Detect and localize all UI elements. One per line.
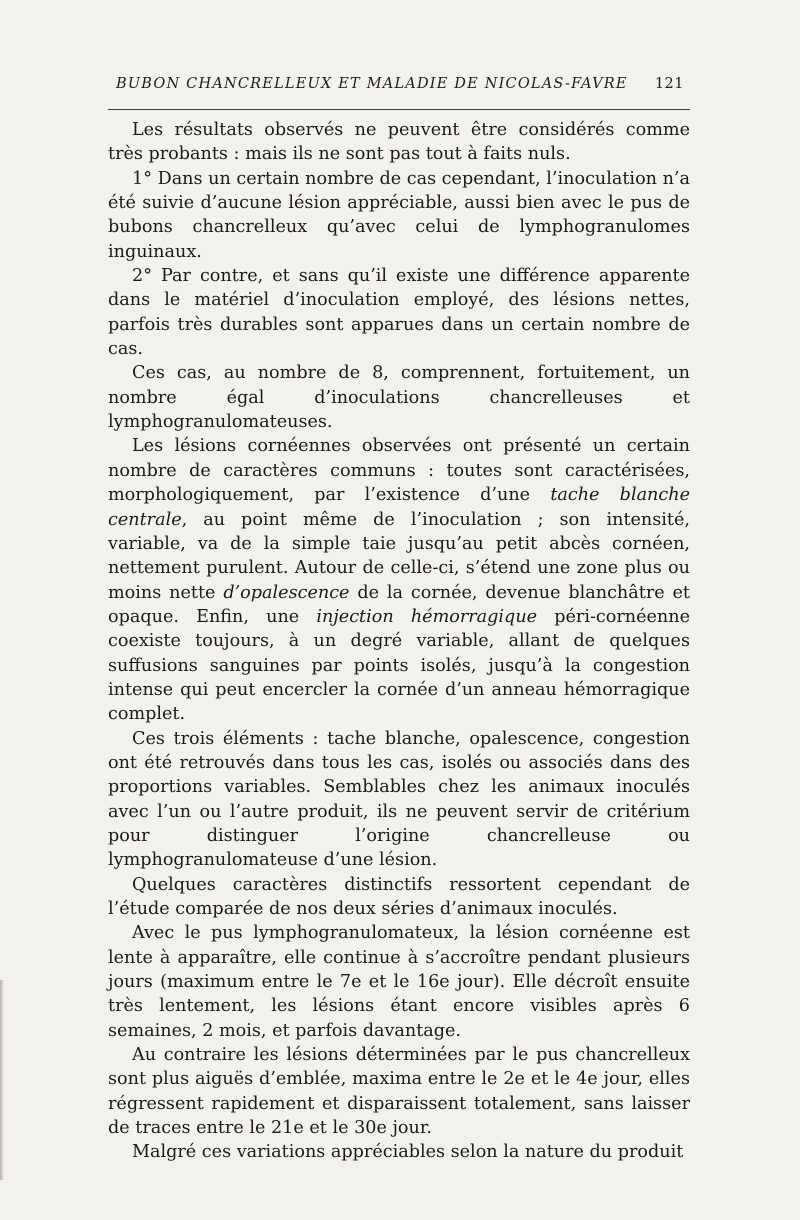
text-run: Ces cas, au nombre de 8, comprennent, fortuitement, un nombre égal d’inoculations chancrelleuses et lymphogranulomateuses. [108,363,690,433]
paragraph [108,264,690,361]
text-run: , au point même de l’inoculation ; son intensité, variable, va de la simple taie jusqu’au petit abcès cornéen, nettement purulent. Autour de celle-ci, s’étend une zone plus ou moins nette [108,509,690,603]
italic-term: injection hémorragique [316,606,538,627]
header-rule [108,109,690,110]
text-run: péri-cornéenne coexiste toujours, à un degré variable, allant de quelques suffusions sanguines par points isolés, jusqu’à la congestion intense qui peut encercler la cornée d’un anneau hémorragique complet. [108,606,690,725]
paragraph [108,727,690,873]
paragraph [108,434,690,726]
page-header [108,76,688,100]
text-run: Malgré ces variations appréciables selon la nature du produit [132,1142,684,1163]
page-edge-shadow [0,980,4,1180]
running-title: BUBON CHANCRELLEUX ET MALADIE DE NICOLAS-FAVRE [116,76,628,92]
paragraph [108,1043,690,1140]
paragraph [108,361,690,434]
body-text [108,118,690,1165]
paragraph [108,118,690,167]
text-run: Ces trois éléments : tache blanche, opalescence, congestion ont été retrouvés dans tous les cas, isolés ou associés dans des proportions variables. Semblables chez les animaux inoculés avec l’un ou l’autre produit, ils ne peuvent servir de critérium pour distinguer l’origine chancrelleuse ou lymphogranulomateuse d’une lésion. [108,728,690,871]
text-run: Avec le pus lymphogranulomateux, la lésion cornéenne est lente à apparaître, elle continue à s’accroître pendant plusieurs jours (maximum entre le 7e et le 16e jour). Elle décroît ensuite très lentement, les lésions étant encore visibles après 6 semaines, 2 mois, et parfois davantage. [108,923,690,1041]
text-run: Au contraire les lésions déterminées par le pus chancrelleux sont plus aiguës d’emblée, maxima entre le 2e et le 4e jour, elles régressent rapidement et disparaissent totalement, sans laisser de traces entre le 21e et le 30e jour. [108,1045,690,1139]
paragraph [108,167,690,264]
text-run: Les lésions cornéennes observées ont présenté un certain nombre de caractères communs : toutes sont caractérisées, morphologiquement, par l’existence d’une [108,436,690,506]
paragraph [108,921,690,1043]
text-run: 2° Par contre, et sans qu’il existe une différence apparente dans le matériel d’inoculation employé, des lésions nettes, parfois très durables sont apparues dans un certain nombre de cas. [108,266,690,360]
text-run: Quelques caractères distinctifs ressortent cependant de l’étude comparée de nos deux séries d’animaux inoculés. [108,874,690,919]
text-run: de la cornée, devenue blanchâtre et opaque. Enfin, une [108,582,690,627]
italic-term: d’opalescence [223,582,350,603]
text-run: Les résultats observés ne peuvent être considérés comme très probants : mais ils ne sont pas tout à faits nuls. [108,120,690,165]
italic-term: tache blanche centrale [108,485,690,530]
text-run: 1° Dans un certain nombre de cas cependant, l’inoculation n’a été suivie d’aucune lésion appréciable, aussi bien avec le pus de bubons chancrelleux qu’avec celui de lymphogranulomes inguinaux. [108,168,690,262]
page-number: 121 [654,76,684,92]
paragraph [108,873,690,922]
paragraph [108,1140,690,1164]
